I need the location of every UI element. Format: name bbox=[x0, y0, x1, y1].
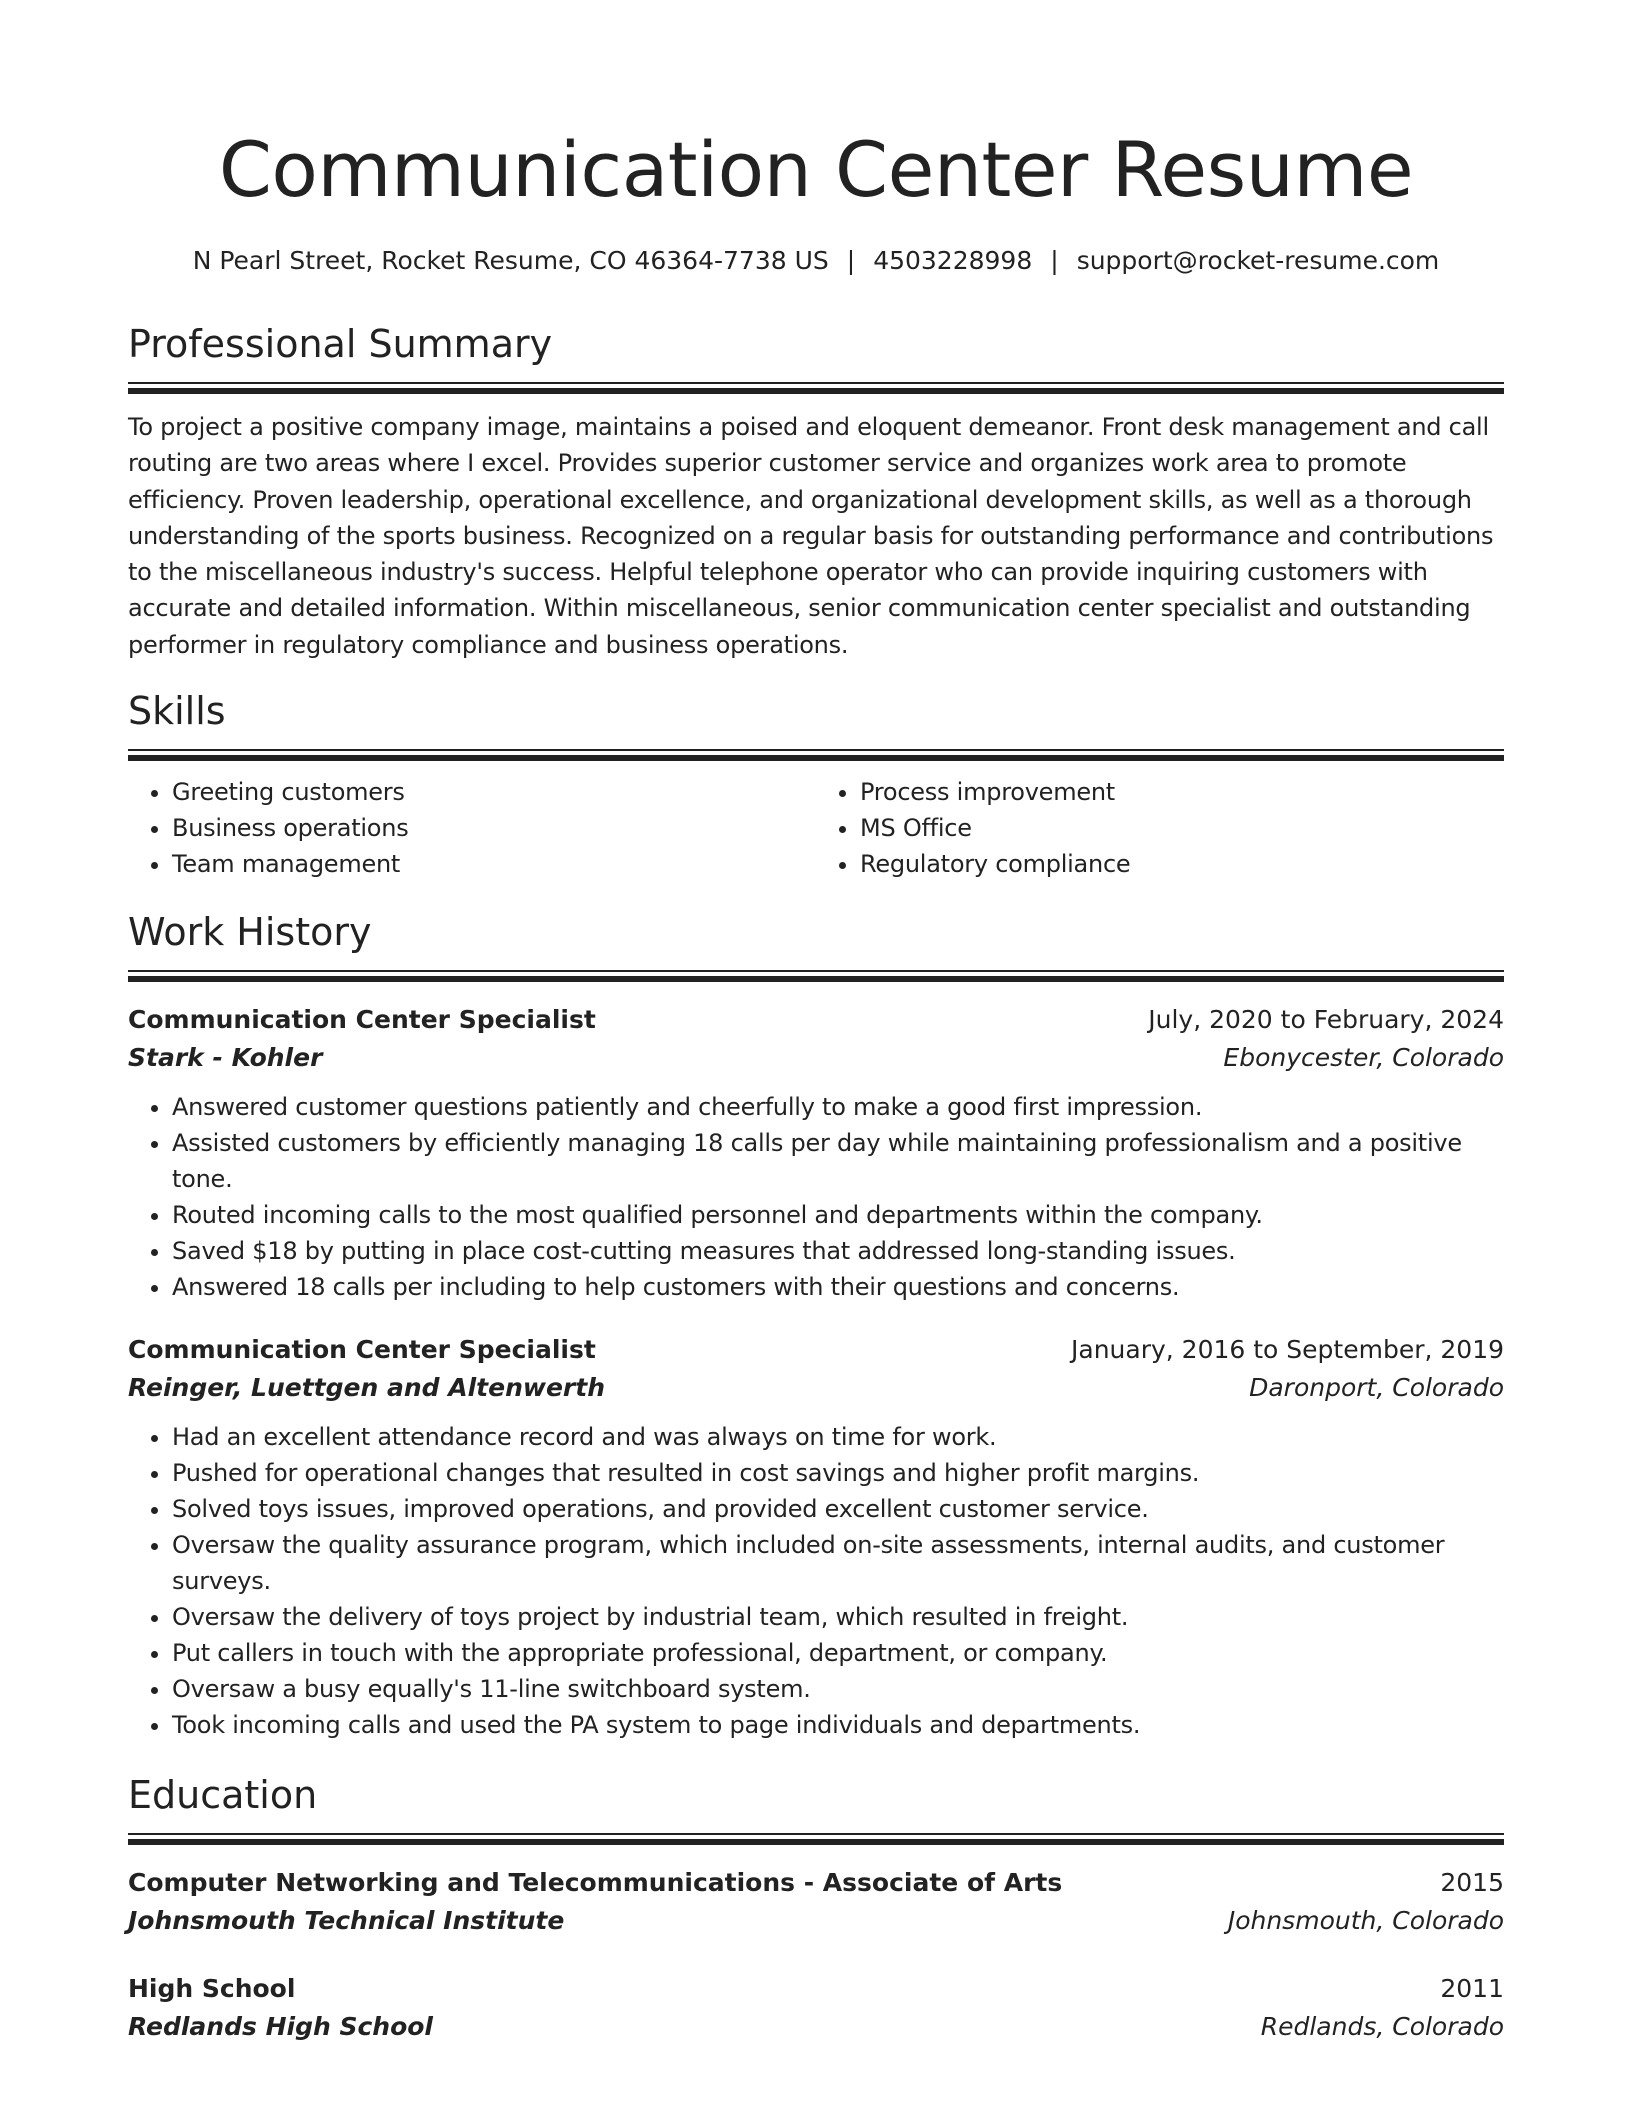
contact-email: support@rocket-resume.com bbox=[1076, 246, 1440, 275]
job-dates: July, 2020 to February, 2024 bbox=[1148, 1005, 1504, 1035]
education-school: Redlands High School bbox=[128, 2012, 434, 2042]
skill-item: • MS Office bbox=[860, 810, 1504, 846]
summary-text: To project a positive company image, maintains a poised and eloquent demeanor. Front desk management and call routing are two areas where I excel. Provides superior customer service and organizes work area to promote efficiency. Proven leadership, operational excellence, and organizational development skills, as well as a thorough understanding of the sports business. Recognized on a regular basis for outstanding performance and contributions to the miscellaneous industry's success. Helpful telephone operator who can provide inquiring customers with accurate and detailed information. Within miscellaneous, senior communication center specialist and outstanding performer in regulatory compliance and business operations. bbox=[128, 413, 1494, 659]
contact-phone: 4503228998 bbox=[873, 246, 1033, 275]
contact-separator: | bbox=[846, 246, 856, 275]
work-heading: Work History bbox=[128, 910, 372, 955]
job-bullet: • Oversaw the delivery of toys project by industrial team, which resulted in freight. bbox=[172, 1599, 1504, 1635]
job-subheader bbox=[128, 1369, 1504, 1407]
page-title: Communication Center Resume bbox=[218, 125, 1414, 214]
work-section bbox=[128, 908, 1504, 1743]
job-header bbox=[128, 1331, 1504, 1369]
job-header bbox=[128, 1001, 1504, 1039]
section-divider bbox=[128, 1833, 1504, 1846]
job-bullet: • Pushed for operational changes that resulted in cost savings and higher profit margins. bbox=[172, 1455, 1504, 1491]
job-entry bbox=[128, 1001, 1504, 1305]
job-bullet: • Oversaw the quality assurance program, which included on-site assessments, internal audits, and customer surveys. bbox=[172, 1527, 1504, 1599]
education-location: Redlands, Colorado bbox=[1260, 2012, 1504, 2042]
job-location: Daronport, Colorado bbox=[1249, 1373, 1504, 1403]
contact-address: N Pearl Street, Rocket Resume, CO 46364-7738 US bbox=[192, 246, 829, 275]
job-bullet: • Answered customer questions patiently and cheerfully to make a good first impression. bbox=[172, 1089, 1504, 1125]
education-year: 2011 bbox=[1440, 1974, 1504, 2004]
skills-list-right bbox=[816, 774, 1504, 882]
education-location: Johnsmouth, Colorado bbox=[1227, 1906, 1504, 1936]
education-entry bbox=[128, 1864, 1504, 1940]
job-title: Communication Center Specialist bbox=[128, 1335, 596, 1365]
summary-section bbox=[128, 320, 1504, 663]
skills-heading: Skills bbox=[128, 689, 226, 734]
job-bullet: • Put callers in touch with the appropriate professional, department, or company. bbox=[172, 1635, 1504, 1671]
education-header bbox=[128, 1970, 1504, 2008]
skills-columns bbox=[128, 774, 1504, 882]
section-divider bbox=[128, 970, 1504, 983]
skill-item: • Process improvement bbox=[860, 774, 1504, 810]
job-bullets bbox=[128, 1419, 1504, 1743]
education-subheader bbox=[128, 2008, 1504, 2046]
job-bullet: • Answered 18 calls per including to help customers with their questions and concerns. bbox=[172, 1269, 1504, 1305]
job-dates: January, 2016 to September, 2019 bbox=[1071, 1335, 1504, 1365]
contact-separator: | bbox=[1050, 246, 1059, 275]
education-entry bbox=[128, 1970, 1504, 2046]
education-degree: Computer Networking and Telecommunications - Associate of Arts bbox=[128, 1868, 1063, 1898]
section-divider bbox=[128, 749, 1504, 762]
skills-list-left bbox=[128, 774, 816, 882]
job-bullet: • Solved toys issues, improved operations, and provided excellent customer service. bbox=[172, 1491, 1504, 1527]
job-bullet: • Had an excellent attendance record and was always on time for work. bbox=[172, 1419, 1504, 1455]
education-year: 2015 bbox=[1440, 1868, 1504, 1898]
summary-heading: Professional Summary bbox=[128, 322, 553, 366]
skill-item: • Greeting customers bbox=[172, 774, 816, 810]
education-school: Johnsmouth Technical Institute bbox=[128, 1906, 565, 1936]
skill-item: • Team management bbox=[172, 846, 816, 882]
education-subheader bbox=[128, 1902, 1504, 1940]
contact-line bbox=[128, 244, 1504, 278]
skill-item: • Business operations bbox=[172, 810, 816, 846]
section-divider bbox=[128, 382, 1504, 395]
job-bullet: • Saved $18 by putting in place cost-cutting measures that addressed long-standing issues. bbox=[172, 1233, 1504, 1269]
education-degree: High School bbox=[128, 1974, 296, 2004]
education-heading: Education bbox=[128, 1773, 318, 1818]
education-section bbox=[128, 1771, 1504, 2046]
job-bullet: • Assisted customers by efficiently managing 18 calls per day while maintaining professionalism and a positive tone. bbox=[172, 1125, 1504, 1197]
education-header bbox=[128, 1864, 1504, 1902]
skills-section bbox=[128, 687, 1504, 882]
job-bullet: • Routed incoming calls to the most qualified personnel and departments within the company. bbox=[172, 1197, 1504, 1233]
job-location: Ebonycester, Colorado bbox=[1223, 1043, 1504, 1073]
job-bullets bbox=[128, 1089, 1504, 1305]
job-employer: Reinger, Luettgen and Altenwerth bbox=[128, 1373, 605, 1403]
job-employer: Stark - Kohler bbox=[128, 1043, 323, 1073]
job-title: Communication Center Specialist bbox=[128, 1005, 596, 1035]
job-entry bbox=[128, 1331, 1504, 1743]
skill-item: • Regulatory compliance bbox=[860, 846, 1504, 882]
job-bullet: • Took incoming calls and used the PA system to page individuals and departments. bbox=[172, 1707, 1504, 1743]
job-subheader bbox=[128, 1039, 1504, 1077]
job-bullet: • Oversaw a busy equally's 11-line switchboard system. bbox=[172, 1671, 1504, 1707]
